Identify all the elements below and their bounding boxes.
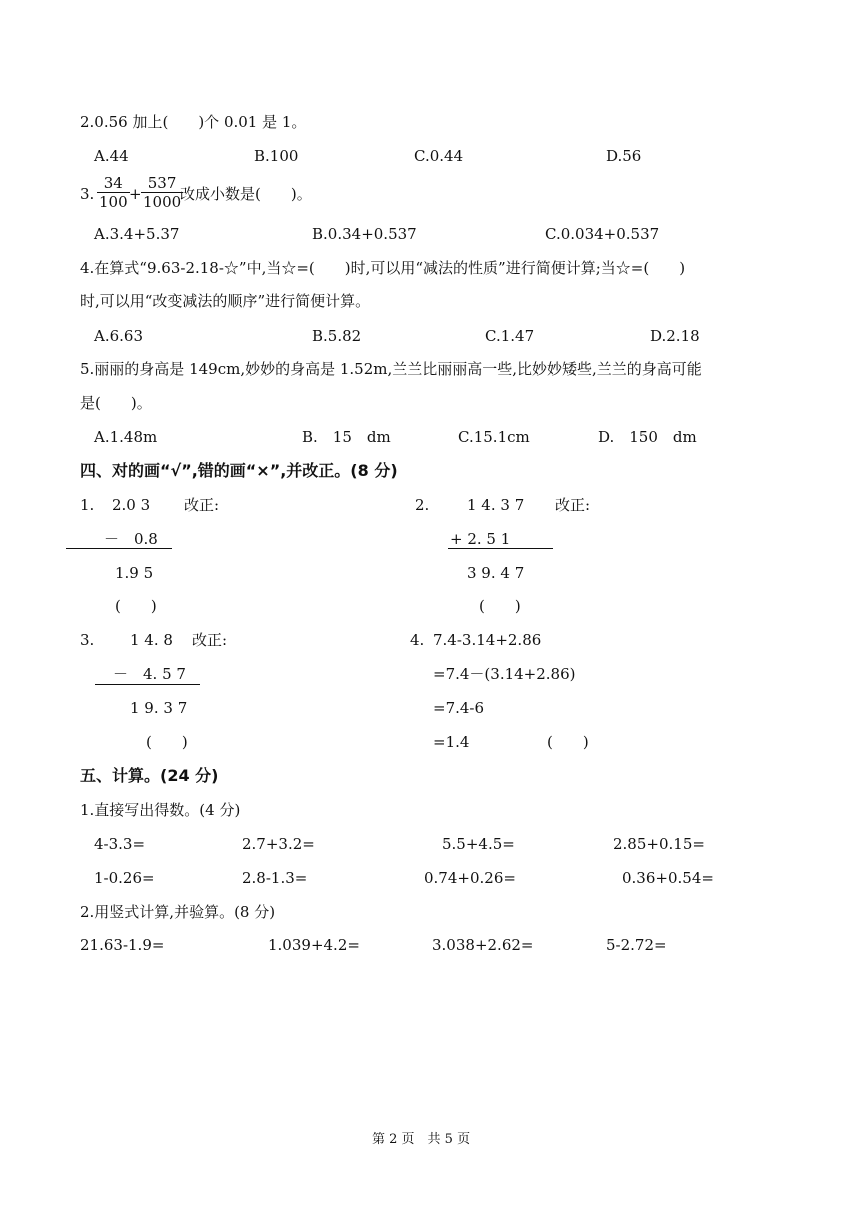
p1-label: 1. bbox=[80, 496, 95, 514]
p1-answer-paren: ( ) bbox=[115, 597, 157, 615]
q2-option-a: A.44 bbox=[94, 147, 129, 165]
p2-label: 2. bbox=[415, 496, 430, 514]
p1-sum-line bbox=[66, 548, 172, 549]
q3-frac1-numerator: 34 bbox=[97, 174, 130, 193]
q3-frac1-denominator: 100 bbox=[99, 193, 128, 211]
q3-option-c: C.0.034+0.537 bbox=[545, 225, 660, 243]
q5-option-b: B. 15 dm bbox=[302, 428, 391, 446]
vertical-calc-2: 1.039+4.2= bbox=[268, 936, 360, 954]
p3-operand: － 4. 5 7 bbox=[113, 665, 186, 683]
p3-result: 1 9. 3 7 bbox=[130, 699, 188, 717]
q5-option-a: A.1.48m bbox=[94, 428, 158, 446]
p3-label: 3. bbox=[80, 631, 95, 649]
q5-option-d: D. 150 dm bbox=[598, 428, 697, 446]
calc-2-2: 2.8-1.3= bbox=[242, 869, 308, 887]
p3-fix-label: 改正: bbox=[192, 631, 228, 649]
calc-2-3: 0.74+0.26= bbox=[424, 869, 516, 887]
q4-line-1: 4.在算式“9.63-2.18-☆”中,当☆=( )时,可以用“减法的性质”进行简便计算;当☆=( ) bbox=[80, 259, 686, 277]
section-4-title: 四、对的画“√”,错的画“×”,并改正。(8 分) bbox=[80, 461, 398, 480]
p4-line-1: 7.4-3.14+2.86 bbox=[433, 631, 542, 649]
p2-top-number: 1 4. 3 7 bbox=[467, 496, 525, 514]
q4-option-a: A.6.63 bbox=[94, 327, 143, 345]
vertical-calc-3: 3.038+2.62= bbox=[432, 936, 534, 954]
p4-line-4: =1.4 bbox=[433, 733, 470, 751]
q2-option-b: B.100 bbox=[254, 147, 299, 165]
q3-option-b: B.0.34+0.537 bbox=[312, 225, 417, 243]
p2-fix-label: 改正: bbox=[555, 496, 591, 514]
q3-option-a: A.3.4+5.37 bbox=[94, 225, 180, 243]
section-5-title: 五、计算。(24 分) bbox=[80, 766, 219, 785]
section-5-sub-1: 1.直接写出得数。(4 分) bbox=[80, 801, 241, 819]
p3-sum-line bbox=[95, 684, 200, 685]
q3-frac2-denominator: 1000 bbox=[143, 193, 182, 211]
q3-frac2-numerator: 537 bbox=[141, 174, 183, 193]
p1-result: 1.9 5 bbox=[115, 564, 154, 582]
q4-line-2: 时,可以用“改变减法的顺序”进行简便计算。 bbox=[80, 292, 371, 310]
p4-answer-paren: ( ) bbox=[547, 733, 589, 751]
p4-line-3: =7.4-6 bbox=[433, 699, 485, 717]
q5-option-c: C.15.1cm bbox=[458, 428, 530, 446]
p4-label: 4. bbox=[410, 631, 425, 649]
p2-result: 3 9. 4 7 bbox=[467, 564, 525, 582]
q3-fraction-2 bbox=[141, 174, 183, 211]
page-number-footer: 第 2 页 共 5 页 bbox=[372, 1132, 471, 1147]
calc-1-3: 5.5+4.5= bbox=[442, 835, 515, 853]
section-5-sub-2: 2.用竖式计算,并验算。(8 分) bbox=[80, 903, 276, 921]
q3-tail: 改成小数是( )。 bbox=[180, 185, 312, 203]
calc-1-4: 2.85+0.15= bbox=[613, 835, 705, 853]
p3-answer-paren: ( ) bbox=[146, 733, 188, 751]
q3-label: 3. bbox=[80, 185, 95, 203]
p3-top-number: 1 4. 8 bbox=[130, 631, 173, 649]
q2-option-c: C.0.44 bbox=[414, 147, 464, 165]
p4-line-2: =7.4－(3.14+2.86) bbox=[433, 665, 576, 683]
q3-fraction-1 bbox=[97, 174, 130, 211]
q3-plus: + bbox=[129, 185, 142, 203]
p1-fix-label: 改正: bbox=[184, 496, 220, 514]
p2-answer-paren: ( ) bbox=[479, 597, 521, 615]
p1-operand: － 0.8 bbox=[104, 530, 158, 548]
q4-option-d: D.2.18 bbox=[650, 327, 700, 345]
calc-1-2: 2.7+3.2= bbox=[242, 835, 315, 853]
q4-option-b: B.5.82 bbox=[312, 327, 362, 345]
q5-line-2: 是( )。 bbox=[80, 394, 152, 412]
vertical-calc-4: 5-2.72= bbox=[606, 936, 667, 954]
calc-2-4: 0.36+0.54= bbox=[622, 869, 714, 887]
q4-option-c: C.1.47 bbox=[485, 327, 535, 345]
p1-top-number: 2.0 3 bbox=[112, 496, 151, 514]
p2-operand: + 2. 5 1 bbox=[450, 530, 511, 548]
calc-1-1: 4-3.3= bbox=[94, 835, 146, 853]
vertical-calc-1: 21.63-1.9= bbox=[80, 936, 165, 954]
q2-stem: 2.0.56 加上( )个 0.01 是 1。 bbox=[80, 113, 307, 131]
p2-sum-line bbox=[448, 548, 553, 549]
q5-line-1: 5.丽丽的身高是 149cm,妙妙的身高是 1.52m,兰兰比丽丽高一些,比妙妙矮些,兰兰的身高可能 bbox=[80, 360, 702, 378]
calc-2-1: 1-0.26= bbox=[94, 869, 155, 887]
q2-option-d: D.56 bbox=[606, 147, 642, 165]
